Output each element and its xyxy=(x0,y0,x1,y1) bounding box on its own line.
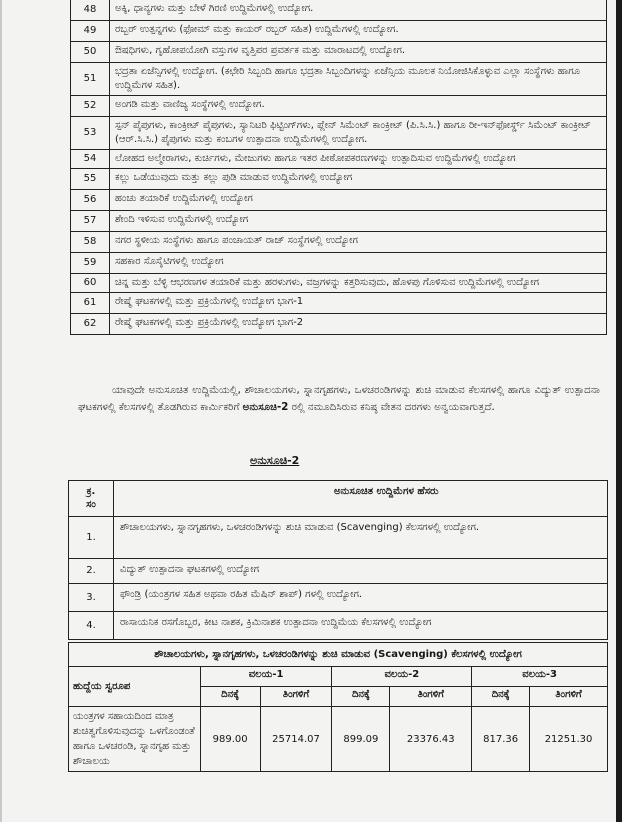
schedule-2-row xyxy=(69,584,608,612)
row-text: ಔಷಧಿಗಳು, ಗೃಹೋಪಯೋಗಿ ವಸ್ತುಗಳ ವೃತ್ತಿಪರ ಪ್ರವರ್ತಕ ಮತ್ತು ಮಾರಾಟದಲ್ಲಿ ಉದ್ಯೋಗ. xyxy=(110,42,607,63)
schedule-1-row xyxy=(71,232,607,253)
row-text: ಲೋಹದ ಅಲ್ಮೇರಾಗಳು, ಕುರ್ಚಿಗಳು, ಮೇಜುಗಳು ಹಾಗೂ ಇತರ ಪೀಠೋಪಕರಣಗಳನ್ನು ಉತ್ಪಾದಿಸುವ ಉದ್ದಿಮೆಗಳಲ್ಲಿ ಉದ್ಯೋಗ xyxy=(110,150,607,169)
col-header-name: ಅನುಸೂಚಿತ ಉದ್ದಿಮೆಗಳ ಹೆಸರು xyxy=(114,481,608,517)
page-edge-left xyxy=(0,0,2,822)
schedule-1-row xyxy=(71,211,607,232)
row-text: ಫೌಂಡ್ರಿ (ಯಂತ್ರಗಳ ಸಹಿತ ಅಥವಾ ರಹಿತ ಮೆಷಿನ್ ಶಾಪ್) ಗಳಲ್ಲಿ ಉದ್ಯೋಗ. xyxy=(114,584,608,612)
schedule-1-row xyxy=(71,150,607,169)
page-edge-right xyxy=(616,0,622,822)
zone-1-day-value: 989.00 xyxy=(200,707,260,772)
row-number: 62 xyxy=(71,314,110,335)
applicability-paragraph xyxy=(78,382,600,416)
zone-1-per-day: ದಿನಕ್ಕೆ xyxy=(200,687,260,707)
zone-3-per-day: ದಿನಕ್ಕೆ xyxy=(472,687,530,707)
row-number: 60 xyxy=(71,274,110,293)
wages-table xyxy=(68,642,608,772)
row-number: 4. xyxy=(69,612,114,640)
zone-2-per-month: ತಿಂಗಳಿಗೆ xyxy=(390,687,472,707)
col-header-no-line1: ಕ್ರ. xyxy=(86,486,96,497)
row-number: 2. xyxy=(69,559,114,584)
row-number: 1. xyxy=(69,517,114,559)
schedule-1-row xyxy=(71,42,607,63)
row-text: ರಬ್ಬರ್ ಉತ್ಪನ್ನಗಳು (ಫೋಮ್ ಮತ್ತು ಕಾಯರ್ ರಬ್ಬರ್ ಸಹಿತ) ಉದ್ದಿಮೆಗಳಲ್ಲಿ ಉದ್ಯೋಗ. xyxy=(110,21,607,42)
zone-2-per-day: ದಿನಕ್ಕೆ xyxy=(332,687,390,707)
row-text: ಹಂಚು ತಯಾರಿಕೆ ಉದ್ದಿಮೆಗಳಲ್ಲಿ ಉದ್ಯೋಗ xyxy=(110,190,607,211)
schedule-1-row xyxy=(71,190,607,211)
row-number: 55 xyxy=(71,169,110,190)
col-header-no-line2: ಸಂ xyxy=(86,499,96,510)
schedule-2-heading: ಅನುಸೂಚಿ-2 xyxy=(250,454,300,467)
row-number: 56 xyxy=(71,190,110,211)
row-number: 53 xyxy=(71,117,110,150)
row-number: 3. xyxy=(69,584,114,612)
row-number: 58 xyxy=(71,232,110,253)
row-text: ಶೇಂದಿ ಇಳಿಸುವ ಉದ್ದಿಮೆಗಳಲ್ಲಿ ಉದ್ಯೋಗ xyxy=(110,211,607,232)
zone-2-day-value: 899.09 xyxy=(332,707,390,772)
row-number: 61 xyxy=(71,293,110,314)
schedule-1-row xyxy=(71,63,607,96)
row-number: 50 xyxy=(71,42,110,63)
paragraph-tail: ರಲ್ಲಿ ನಮೂದಿಸಿರುವ ಕನಿಷ್ಠ ವೇತನ ದರಗಳು ಅನ್ವಯವಾಗುತ್ತದೆ. xyxy=(291,402,495,413)
row-number: 51 xyxy=(71,63,110,96)
schedule-1-row xyxy=(71,96,607,117)
paragraph-text: ಯಾವುದೇ ಅನುಸೂಚಿತ ಉದ್ದಿಮೆಯಲ್ಲಿ, ಶೌಚಾಲಯಗಳು, ಸ್ನಾನಗೃಹಗಳು, ಒಳಚರಂಡಿಗಳನ್ನು ಶುಚಿ ಮಾಡುವ ಕೆಲಸಗಳಲ್ಲಿ ಹಾಗೂ ವಿದ್ಯುತ್ ಉತ್ಪಾದನಾ ಘಟಕಗಳಲ್ಲಿ ಕೆಲಸಗಳಲ್ಲಿ ತೊಡಗಿರುವ ಕಾರ್ಮಿಕರಿಗೆ xyxy=(78,385,600,413)
schedule-1-row xyxy=(71,0,607,21)
schedule-1-row xyxy=(71,293,607,314)
zone-1-per-month: ತಿಂಗಳಿಗೆ xyxy=(260,687,332,707)
zone-2-month-value: 23376.43 xyxy=(390,707,472,772)
row-text: ಶೌಚಾಲಯಗಳು, ಸ್ನಾನಗೃಹಗಳು, ಒಳಚರಂಡಿಗಳನ್ನು ಶುಚಿ ಮಾಡುವ (Scavenging) ಕೆಲಸಗಳಲ್ಲಿ ಉದ್ಯೋಗ. xyxy=(114,517,608,559)
schedule-1-row xyxy=(71,274,607,293)
col-header-no xyxy=(69,481,114,517)
zone-3-day-value: 817.36 xyxy=(472,707,530,772)
schedule-2-row xyxy=(69,559,608,584)
schedule-1-row xyxy=(71,21,607,42)
schedule-2-row xyxy=(69,612,608,640)
schedule-1-row xyxy=(71,253,607,274)
schedule-1-row xyxy=(71,117,607,150)
row-number: 57 xyxy=(71,211,110,232)
row-text: ರಾಸಾಯನಿಕ ರಸಗೊಬ್ಬರ, ಕೀಟ ನಾಶಕ, ಕ್ರಿಮಿನಾಶಕ ಉತ್ಪಾದನಾ ಉದ್ದಿಮೆಯ ಕೆಲಸಗಳಲ್ಲಿ ಉದ್ಯೋಗ xyxy=(114,612,608,640)
row-number: 48 xyxy=(71,0,110,21)
schedule-1-table xyxy=(70,0,607,335)
paragraph-bold: ಅನುಸೂಚಿ-2 xyxy=(242,402,289,413)
zone-3-month-value: 21251.30 xyxy=(530,707,608,772)
row-number: 49 xyxy=(71,21,110,42)
designation-cell: ಯಂತ್ರಗಳ ಸಹಾಯದಿಂದ ಮಾತ್ರ ಶುಚಿತ್ವಗೊಳಿಸುವುದನ್ನು ಒಳಗೊಂಡಂತೆ ಹಾಗೂ ಒಳಚರಂಡಿ, ಸ್ನಾನಗೃಹ ಮತ್ತು ಶೌಚಾಲಯ xyxy=(69,707,201,772)
row-number: 59 xyxy=(71,253,110,274)
zone-1-header: ವಲಯ-1 xyxy=(200,667,332,687)
wages-banner: ಶೌಚಾಲಯಗಳು, ಸ್ನಾನಗೃಹಗಳು, ಒಳಚರಂಡಿಗಳನ್ನು ಶುಚಿ ಮಾಡುವ (Scavenging) ಕೆಲಸಗಳಲ್ಲಿ ಉದ್ಯೋಗ xyxy=(69,643,608,667)
row-text: ಅಂಗಡಿ ಮತ್ತು ವಾಣಿಜ್ಯ ಸಂಸ್ಥೆಗಳಲ್ಲಿ ಉದ್ಯೋಗ. xyxy=(110,96,607,117)
zone-1-month-value: 25714.07 xyxy=(260,707,332,772)
row-text: ವಿದ್ಯುತ್ ಉತ್ಪಾದನಾ ಘಟಕಗಳಲ್ಲಿ ಉದ್ಯೋಗ xyxy=(114,559,608,584)
zone-3-per-month: ತಿಂಗಳಿಗೆ xyxy=(530,687,608,707)
schedule-1-row xyxy=(71,169,607,190)
row-number: 54 xyxy=(71,150,110,169)
row-text: ಸ್ಪನ್ ಪೈಪುಗಳು, ಕಾಂಕ್ರೀಟ್ ಪೈಪುಗಳು, ಸ್ಯಾನಿಟರಿ ಫಿಟ್ಟಿಂಗ್‌ಗಳು, ಪ್ಲೇನ್ ಸಿಮೆಂಟ್ ಕಾಂಕ್ರೀಟ್ (ಪಿ.ಸಿ.ಸಿ.) ಹಾಗೂ ರೀ-ಇನ್‌ಫೋರ್ಸ್ಡ್ ಸಿಮೆಂಟ್ ಕಾಂಕ್ರೀಟ್ (ಆರ್.ಸಿ.ಸಿ.) ಪೈಪುಗಳು ಮತ್ತು ಕಂಬಗಳ ಉತ್ಪಾದನಾ ಉದ್ದಿಮೆಗಳಲ್ಲಿ ಉದ್ಯೋಗ. xyxy=(110,117,607,150)
zone-2-header: ವಲಯ-2 xyxy=(332,667,472,687)
zone-3-header: ವಲಯ-3 xyxy=(472,667,608,687)
row-text: ನಗರ ಸ್ಥಳೀಯ ಸಂಸ್ಥೆಗಳು ಹಾಗೂ ಪಂಚಾಯತ್ ರಾಜ್ ಸಂಸ್ಥೆಗಳಲ್ಲಿ ಉದ್ಯೋಗ xyxy=(110,232,607,253)
row-text: ಭದ್ರತಾ ಏಜೆನ್ಸಿಗಳಲ್ಲಿ ಉದ್ಯೋಗ. (ಕಛೇರಿ ಸಿಬ್ಬಂದಿ ಹಾಗೂ ಭದ್ರತಾ ಸಿಬ್ಬಂದಿಗಳನ್ನು ಏಜೆನ್ಸಿಯ ಮೂಲಕ ನಿಯೋಜಿಸಿಕೊಳ್ಳುವ ಎಲ್ಲಾ ಸಂಸ್ಥೆಗಳು ಹಾಗೂ ಉದ್ದಿಮೆಗಳ ಸಹಿತ). xyxy=(110,63,607,96)
schedule-2-table xyxy=(68,480,608,640)
schedule-2-row xyxy=(69,517,608,559)
schedule-1-row xyxy=(71,314,607,335)
row-text: ರೇಷ್ಮೆ ಘಟಕಗಳಲ್ಲಿ ಮತ್ತು ಪ್ರಕ್ರಿಯೆಗಳಲ್ಲಿ ಉದ್ಯೋಗ ಭಾಗ-2 xyxy=(110,314,607,335)
row-number: 52 xyxy=(71,96,110,117)
row-text: ಕಲ್ಲು ಒಡೆಯುವುದು ಮತ್ತು ಕಲ್ಲು ಪುಡಿ ಮಾಡುವ ಉದ್ದಿಮೆಗಳಲ್ಲಿ ಉದ್ಯೋಗ xyxy=(110,169,607,190)
row-text: ಸಹಕಾರ ಸೊಸೈಟಿಗಳಲ್ಲಿ ಉದ್ಯೋಗ xyxy=(110,253,607,274)
row-text: ಅಕ್ಕಿ, ಧಾನ್ಯಗಳು ಮತ್ತು ಬೇಳೆ ಗಿರಣಿ ಉದ್ದಿಮೆಗಳಲ್ಲಿ ಉದ್ಯೋಗ. xyxy=(110,0,607,21)
row-text: ಚಿನ್ನ ಮತ್ತು ಬೆಳ್ಳಿ ಆಭರಣಗಳ ತಯಾರಿಕೆ ಮತ್ತು ಹರಳುಗಳು, ವಜ್ರಗಳನ್ನು ಕತ್ತರಿಸುವುದು, ಹೊಳಪು ಗೊಳಿಸುವ ಉದ್ದಿಮೆಗಳಲ್ಲಿ ಉದ್ಯೋಗ xyxy=(110,274,607,293)
row-text: ರೇಷ್ಮೆ ಘಟಕಗಳಲ್ಲಿ ಮತ್ತು ಪ್ರಕ್ರಿಯೆಗಳಲ್ಲಿ ಉದ್ಯೋಗ ಭಾಗ-1 xyxy=(110,293,607,314)
col-designation: ಹುದ್ದೆಯ ಸ್ವರೂಪ xyxy=(69,667,201,707)
